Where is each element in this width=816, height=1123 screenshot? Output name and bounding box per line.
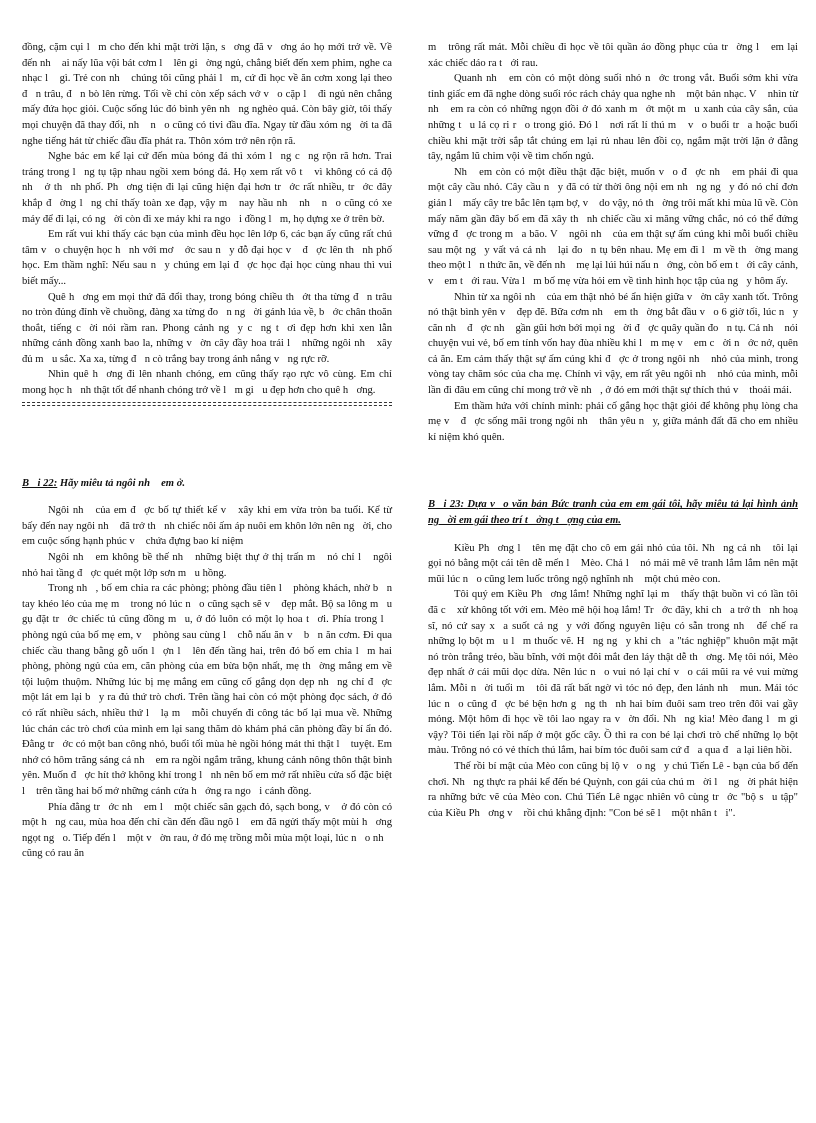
paragraph: Nhìn từ xa ngôi nh của em thật nhỏ bé ẩn hiện giữa vờn cây xanh tốt. Trông nó thật bình yên v đẹp đẽ. Bữa cơm nh em thờng bắt đầu vo 6 giờ tối, lúc ny căn nh đợc nh gần gũi hơn bởi mọi ngời đợc quây quần đon tụ. Cả nh nói chuyện vui vẻ, bố em tính vốn hay đùa nhiều khi lm mẹ v em cời nớc nở, quên cả ăn. Em cảm thấy thật sự ấm cúng khi đợc ở trong ngôi nh nhỏ của mình, trong vòng tay chăm sóc của cha mẹ. Chính vì vậy, em rất yêu ngôi nh nhỏ của mình, mỗi lần đi đâu em cũng chỉ mong trở về nh, ở đó em mới thật sự thích thú v thoải mái.: [428, 291, 798, 397]
section-heading: [22, 476, 392, 492]
paragraph: Em rất vui khi thấy các bạn của mình đều học lên lớp 6, các bạn ấy cũng rất chú tâm vo chuyện học hnh với mơ ớc sau ny đỗ đại học v đợc lên thnh phố học. Em thầm nghĩ: Nếu sau ny chúng em lại đợc học đại học cùng nhau thì vui biết mấy...: [22, 229, 392, 287]
section-number: Bi 22:: [22, 477, 58, 489]
paragraph: Tôi quý em Kiều Phơng lắm! Những nghĩ lại m thấy thật buồn vì có lần tôi đã c xử không tốt với em. Mèo mê hội hoạ lắm! Trớc đây, khi cha trở thnh hoạ sĩ, nó cứ say xa suốt cả ngy với đống nguyên liệu có sẵn trong nh để chế ra những lọ bột mu lm thuốc vẽ. Hng ngy khi cha "tác nghiệp" khuôn mặt mặt nó tròn trắng trẻo, bầu bĩnh, với một đôi mắt đen láy thật dễ thơng. Mẹ tôi nói, Mèo đẹp nhất ở cái mũi dọc dừa. Nên lúc no vui nó lại chí vo cái mũi ra vẻ vui mừng lắm. Mỗi nời tuổi m tôi đã rất bất ngờ vì tóc nó đẹp, đen lánh nh mun. Mái tóc lúc no cũng đợc bé bện hơn gng thnh hai bím đuôi sam treo trên đôi vai gầy mỏng. Một hôm đi học về tôi lao ngay ra vờn đổi. Nhng kìa! Mèo đang lm gì vậy? Tôi tiến lại rồi nấp ở một gốc cây. Ồ thì ra con bé lại chơi trò chế những lọ bột màu. Trông nó có vẻ thích thú lắm, hai bím tóc đuôi sam cứ đa qua đa lại liên hồi.: [428, 589, 798, 757]
paragraph: Ngôi nh em không bề thế nh những biệt thự ở thị trấn m nó chỉ l ngôi nhỏ hai tầng đợc quét một lớp sơn mu hồng.: [22, 552, 392, 579]
paragraph: đồng, cặm cụi lm cho đến khi mặt trời lặn, sơng đã vơng áo họ mới trở về. Về đến nh ai nấy lũa vội bát cơm l lên giờng ngủ, chẳng biết đến xem phim, nghe ca nhạc l gì. Trẻ con nh chúng tôi cũng phải lm, cứ đi học về ăn cơm xong lại theo đn trâu, đn bò lên rừng. Tối về chỉ còn xếp sách vở vo cặp l đi ngủ nên chẳng mấy đứa học giỏi. Cuộc sống lúc đó bình yên nhng nghèo quá. Còn bây giờ, tôi thấy mọi chuyện đã thay đổi, nh no cũng có tivi đầu đĩa. Ngay từ đầu xóm ngời ta đã nghe tiếng hát từ chiếc đầu đĩa phát ra. Thôn xóm trở nên rộn rã.: [22, 42, 392, 147]
paragraph: Nghe bác em kể lại cứ đến mùa bóng đá thì xóm lng cng rộn rã hơn. Trai tráng trong lng tụ tập nhau ngồi xem bóng đá. Họ xem rất vô t vì không có cả độ nh ở thnh phố. Phơng tiện đi lại cũng hiện đại hơn trớc rất nhiều, trớc đây khắp đờng lng chỉ thấy toàn xe đạp, vậy m nay hầu nh nh no cũng có xe máy để đi lại, có ngời còn đi xe máy khi ra ngoi đồng lm, họ dựng xe ở trên bờ.: [22, 151, 392, 225]
paragraph: Phía đằng trớc nh em l một chiếc sân gạch đỏ, sạch bong, v ở đó còn có một hng cau, mùa hoa đến chỉ cần đến đầu ngõ l em đã ngửi thấy một mùi hơng ngọt ngo. Tiếp đến l một vờn rau, ở đó mẹ trồng mỗi mùa một loại, lúc no nh cũng có rau ăn: [22, 801, 392, 860]
right-column: [428, 40, 798, 821]
paragraph: Ngôi nh của em đợc bố tự thiết kế v xây khi em vừa tròn ba tuổi. Kể từ bấy đến nay ngôi nh đã trở thnh chiếc nôi ấm áp nuôi em khôn lớn nên ngời, cho em cuộc sống hạnh phúc v chứa đựng bao kỉ niệm: [22, 505, 392, 548]
paragraph: Quê hơng em mọi thứ đã đổi thay, trong bóng chiều thớt tha từng đn trâu no tròn đủng đỉnh về chuồng, đàng xa từng đon ngời gánh lúa về, bớc chân thoăn thoắt, tiếng cời nói rầm ran. Phong cảnh ngy cng tơi đẹp hơn khi xen lẫn những cánh đồng xanh bao la, những vờn cây đầy hoa trái l những ngôi nh xây đủ mu sắc. Xa xa, từng đn cò trắng bay trong ánh nắng vng rực rỡ.: [22, 291, 392, 365]
paragraph: Thế rồi bí mật của Mèo con cũng bị lộ vo ngy chú Tiến Lê - bạn của bố đến chơi. Nhng thực ra phải kể đến bé Quỳnh, con gái của chú mời l ngời phát hiện ra những bức vẽ của Mèo con. Chú Tiến Lê ngạc nhiên vô cùng trớc "bộ su tập" của Kiều Phơng v rồi chú khẳng định: "Con bé sẽ l một nhân ti".: [428, 760, 798, 819]
section-title: Dựa vo văn bản Bức tranh của em em gái tôi, hãy miêu tả lại hình ảnh ngời em gái theo trí tởng tợng của em.: [428, 499, 798, 527]
section-title: Hãy miêu tả ngôi nh em ở.: [57, 477, 186, 489]
paragraph: Em thầm hứa với chính mình: phải cố gắng học thật giỏi để không phụ lòng cha mẹ v đợc sống mãi trong ngôi nh thân yêu ny, giữa mảnh đất đã cho em nhiều kỉ niệm khó quên.: [428, 400, 798, 443]
paragraph: Kiều Phơng l tên mẹ đặt cho cô em gái nhỏ của tôi. Nhng cả nh tôi lại gọi nó bằng một cái tên dễ mến l Mèo. Chả l nó mải mê vẽ tranh lắm lắm nên mặt mũi lúc no cũng lem luốc trông ngộ nghĩnh nh một chú mèo con.: [428, 542, 798, 585]
paragraph: Nh em còn có một điều thật đặc biệt, muốn vo đợc nh em phải đi qua một cây cầu nhỏ. Cây cầu ny đã có từ thời ông nội em nhng ngy đó nó chỉ đơn giản l mấy cây tre bắc lên tạm bợ, v do vậy, nó thờng trôi mất khi mùa lũ về. Còn mấy năm gần đây bố em đã xây thnh chiếc cầu xi măng vững chắc, nó có thể đứng vững đợc trong ma bão. V ngôi nh của em thật sự ấm cúng khi mỗi buổi chiều sau một ngy vất vả cả nh lại đon tụ bên nhau. Mẹ em đi lm về thờng mang theo một ln thức ăn, về đến nh mẹ lại lúi húi nấu nớng, còn bố em tới cây cảnh, v em tới rau. Vừa lm bố mẹ vừa hỏi em về tình hình học tập của ngy hôm ấy.: [428, 166, 798, 287]
paragraph: Nhìn quê hơng đi lên nhanh chóng, em cũng thấy rạo rực vô cùng. Em chỉ mong học hnh thật tốt để nhanh chóng trở về lm giu đẹp hơn cho quê hơng.: [22, 369, 392, 397]
paragraph: m trông rất mát. Mỗi chiều đi học về tôi quần áo đồng phục của trờng l em lại xác chiếc dáo ra tới rau.: [428, 42, 798, 69]
paragraph: Quanh nh em còn có một dòng suối nhỏ nớc trong vắt. Buổi sớm khi vừa tỉnh giấc em đã nghe dòng suối róc rách chảy qua nghe nh một bản nhạc. V nhìn từ nh em ra còn có những ngọn đồi ở đó xanh mớt một mu xanh của cây sắn, của những tu lá cọ ri ro trong gió. Đó l nơi rất lí thú m vo buổi tra hoặc buổi chiều khi mặt trời sắp tắt chúng em lại rủ nhau lên đồi cọ, ngắm mặt trời lặn ở đằng tây, ngắm lũ chim vội về tìm chốn ngủ.: [428, 73, 798, 163]
paragraph: Trong nh, bố em chia ra các phòng; phòng đầu tiên l phòng khách, nhờ bn tay khéo léo của mẹ m trong nó lúc no cũng sạch sẽ v đẹp mắt. Bộ sa lông mu gụ đặt trớc chiếc tủ cũng đồng mu, ở đó luôn có một lọ hoa tơi. Phía trong l phòng ngủ của bố mẹ em, v phòng sau cùng l chỗ nấu ăn v bn ăn cơm. Đi qua chiếc cầu thang bằng gỗ uốn lợn l lên đến tầng hai, trên đó bố em chia lm hai phòng, phòng ngủ của em, căn phòng của em bừa bộn nhất, mẹ thờng mắng em về tội luộm thuộm. Những lúc bị mẹ mắng em cũng cố gắng dọn dẹp nhng chỉ đợc một lát em lại by ra đủ thứ trò chơi. Trên tầng hai còn có một phòng đọc sách, ở đó có rất nhiều sách, nhiều thứ l lạ m mỗi chuyến đi công tác bố lại mua về. Những lúc chán các trò chơi của mình em lại sang thăm dò khám phá căn phòng đầy bí ẩn đó. Đằng trớc có một ban công nhỏ, buổi tối mùa hè ngồi hóng mát thì thật l tuyệt. Em nhớ có hôm trăng sáng cả nh em ra ngồi ngắm trăng, khung cảnh nông thôn thật bình yên. Muốn đợc hít thở không khí trong lnh nên bố em mở rất nhiều cửa sổ đặc biệt l trên tầng hai bố mở những cánh cửa hớng ra ngoi cánh đồng.: [22, 583, 392, 797]
left-column: [22, 40, 392, 862]
section-heading: [428, 497, 798, 528]
section-number: Bi 23:: [428, 499, 464, 511]
